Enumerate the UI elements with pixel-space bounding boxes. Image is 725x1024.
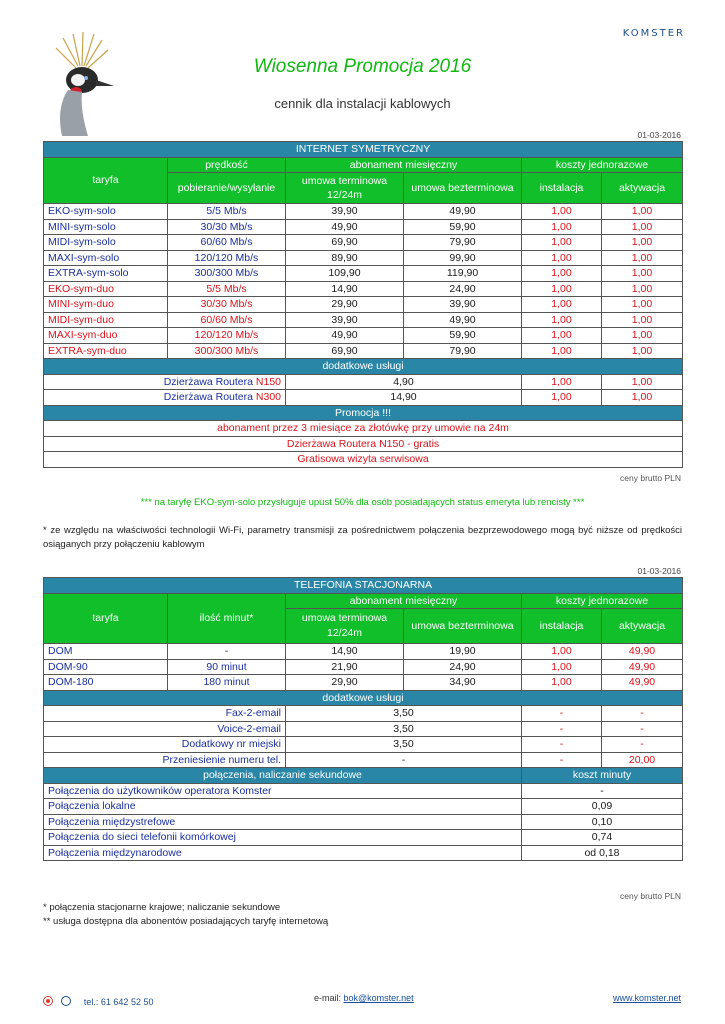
tariff-speed: 300/300 Mb/s — [168, 343, 286, 359]
tariff-minutes: 180 minut — [168, 675, 286, 691]
table-row — [44, 644, 683, 660]
col-bez: umowa bezterminowa — [404, 173, 522, 204]
col-inst: instalacja — [522, 173, 602, 204]
tariff-speed: 120/120 Mb/s — [168, 250, 286, 266]
tariff-name: MIDI-sym-duo — [44, 312, 168, 328]
table-row — [44, 783, 683, 799]
logo-text: KOMSTER — [622, 28, 685, 39]
tariff-term: 39,90 — [286, 312, 404, 328]
table-row — [44, 737, 683, 753]
tariff-akt: 49,90 — [602, 675, 683, 691]
tariff-term: 14,90 — [286, 644, 404, 660]
table-row — [44, 250, 683, 266]
table-row — [44, 390, 683, 406]
table-row — [44, 706, 683, 722]
tariff-speed: 60/60 Mb/s — [168, 235, 286, 251]
tariff-speed: 30/30 Mb/s — [168, 219, 286, 235]
call-cost: 0,09 — [522, 799, 683, 815]
tariff-inst: 1,00 — [522, 328, 602, 344]
tariff-bez: 59,90 — [404, 219, 522, 235]
extra-price: 4,90 — [286, 374, 522, 390]
tariff-name: DOM-180 — [44, 675, 168, 691]
col-akt: aktywacja — [602, 609, 683, 644]
tariff-name: EXTRA-sym-solo — [44, 266, 168, 282]
tariff-speed: 120/120 Mb/s — [168, 328, 286, 344]
table-row — [44, 799, 683, 815]
extra-price: - — [286, 752, 522, 768]
extra-akt: 1,00 — [602, 374, 683, 390]
page-subtitle: cennik dla instalacji kablowych — [274, 96, 451, 111]
tariff-name: EKO-sym-solo — [44, 204, 168, 220]
tariff-akt: 1,00 — [602, 235, 683, 251]
call-label: Połączenia do użytkowników operatora Komster — [44, 783, 522, 799]
tariff-term: 69,90 — [286, 235, 404, 251]
tariff-akt: 1,00 — [602, 312, 683, 328]
extra-price: 3,50 — [286, 706, 522, 722]
email-link[interactable]: bok@komster.net — [343, 993, 414, 1003]
tariff-akt: 1,00 — [602, 343, 683, 359]
col-koszty: koszty jednorazowe — [522, 593, 683, 609]
tariff-speed: 30/30 Mb/s — [168, 297, 286, 313]
col-inst: instalacja — [522, 609, 602, 644]
tariff-term: 89,90 — [286, 250, 404, 266]
extra-price: 14,90 — [286, 390, 522, 406]
table-row — [44, 675, 683, 691]
call-cost: 0,74 — [522, 830, 683, 846]
call-label: Połączenia lokalne — [44, 799, 522, 815]
extra-inst: - — [522, 706, 602, 722]
tariff-inst: 1,00 — [522, 312, 602, 328]
page-title: Wiosenna Promocja 2016 — [253, 56, 472, 77]
internet-table-title: INTERNET SYMETRYCZNY — [44, 142, 683, 158]
footer-www — [613, 993, 681, 1003]
col-term: umowa terminowa 12/24m — [286, 173, 404, 204]
tariff-term: 21,90 — [286, 659, 404, 675]
call-label: Połączenia międzynarodowe — [44, 845, 522, 861]
col-speed: prędkość — [168, 157, 286, 173]
extra-akt: - — [602, 737, 683, 753]
tariff-bez: 59,90 — [404, 328, 522, 344]
tariff-name: EKO-sym-duo — [44, 281, 168, 297]
tariff-inst: 1,00 — [522, 659, 602, 675]
tariff-term: 29,90 — [286, 675, 404, 691]
extra-akt: - — [602, 706, 683, 722]
internet-prices-note: ceny brutto PLN — [620, 473, 681, 483]
tariff-speed: 300/300 Mb/s — [168, 266, 286, 282]
col-speed-sub: pobieranie/wysyłanie — [168, 173, 286, 204]
tariff-akt: 49,90 — [602, 659, 683, 675]
tariff-term: 39,90 — [286, 204, 404, 220]
phone-note-2: ** usługa dostępna dla abonentów posiadających taryfę internetową — [43, 916, 329, 927]
tariff-minutes: 90 minut — [168, 659, 286, 675]
tariff-bez: 24,90 — [404, 281, 522, 297]
table-row — [44, 721, 683, 737]
table-row — [44, 374, 683, 390]
promo-item: Dzierżawa Routera N150 - gratis — [44, 436, 683, 452]
phone-prices-note: ceny brutto PLN — [620, 891, 681, 901]
tariff-bez: 24,90 — [404, 659, 522, 675]
tariff-name: MINI-sym-duo — [44, 297, 168, 313]
extra-inst: - — [522, 737, 602, 753]
footer-email-label: e-mail: — [314, 993, 344, 1003]
tariff-bez: 19,90 — [404, 644, 522, 660]
footer-email — [314, 993, 414, 1003]
extra-label: Przeniesienie numeru tel. — [44, 752, 286, 768]
tariff-bez: 49,90 — [404, 312, 522, 328]
tariff-bez: 79,90 — [404, 343, 522, 359]
col-akt: aktywacja — [602, 173, 683, 204]
col-term: umowa terminowa 12/24m — [286, 609, 404, 644]
table-row — [44, 297, 683, 313]
tariff-name: DOM — [44, 644, 168, 660]
website-link[interactable]: www.komster.net — [612, 993, 681, 1003]
tariff-name: EXTRA-sym-duo — [44, 343, 168, 359]
tariff-akt: 1,00 — [602, 250, 683, 266]
extra-label: Voice-2-email — [44, 721, 286, 737]
extra-label: Dodatkowy nr miejski — [44, 737, 286, 753]
col-bez: umowa bezterminowa — [404, 609, 522, 644]
table-row — [44, 312, 683, 328]
promo-item: Gratisowa wizyta serwisowa — [44, 452, 683, 468]
extra-router-n150 — [44, 374, 286, 390]
table-row — [44, 830, 683, 846]
crowned-crane-image — [38, 28, 118, 138]
extra-router-n300 — [44, 390, 286, 406]
extra-inst: - — [522, 752, 602, 768]
col-taryfa: taryfa — [44, 593, 168, 644]
table-row — [44, 266, 683, 282]
phone-date: 01-03-2016 — [637, 566, 681, 576]
discount-note: *** na taryfę EKO-sym-solo przysługuje upust 50% dla osób posiadających status emeryta lub rencisty *** — [140, 497, 585, 508]
phone-extras-title: dodatkowe usługi — [44, 690, 683, 706]
tariff-akt: 1,00 — [602, 328, 683, 344]
table-row — [44, 752, 683, 768]
calls-cost-title: koszt minuty — [522, 768, 683, 784]
extra-inst: 1,00 — [522, 374, 602, 390]
tariff-inst: 1,00 — [522, 343, 602, 359]
tariff-term: 49,90 — [286, 328, 404, 344]
call-cost: od 0,18 — [522, 845, 683, 861]
table-row — [44, 659, 683, 675]
tariff-inst: 1,00 — [522, 266, 602, 282]
footer-phone — [43, 992, 153, 1010]
col-abonament: abonament miesięczny — [286, 157, 522, 173]
tariff-bez: 34,90 — [404, 675, 522, 691]
tariff-term: 69,90 — [286, 343, 404, 359]
tariff-inst: 1,00 — [522, 644, 602, 660]
tariff-name: MAXI-sym-duo — [44, 328, 168, 344]
table-row — [44, 845, 683, 861]
extra-inst: - — [522, 721, 602, 737]
target-icon — [43, 996, 53, 1006]
extra-price: 3,50 — [286, 737, 522, 753]
tariff-speed: 60/60 Mb/s — [168, 312, 286, 328]
tariff-name: DOM-90 — [44, 659, 168, 675]
col-taryfa: taryfa — [44, 157, 168, 204]
calls-title: połączenia, naliczanie sekundowe — [44, 768, 522, 784]
tariff-bez: 79,90 — [404, 235, 522, 251]
col-minutes: ilość minut* — [168, 593, 286, 644]
tariff-speed: 5/5 Mb/s — [168, 281, 286, 297]
tariff-speed: 5/5 Mb/s — [168, 204, 286, 220]
tariff-term: 29,90 — [286, 297, 404, 313]
tariff-bez: 99,90 — [404, 250, 522, 266]
tariff-name: MAXI-sym-solo — [44, 250, 168, 266]
table-row — [44, 235, 683, 251]
tariff-bez: 119,90 — [404, 266, 522, 282]
tariff-inst: 1,00 — [522, 219, 602, 235]
extra-inst: 1,00 — [522, 390, 602, 406]
extra-akt: 1,00 — [602, 390, 683, 406]
extra-model: N150 — [255, 375, 281, 388]
tariff-bez: 39,90 — [404, 297, 522, 313]
tariff-inst: 1,00 — [522, 297, 602, 313]
phone-price-table — [43, 577, 683, 861]
call-label: Połączenia międzystrefowe — [44, 814, 522, 830]
internet-date: 01-03-2016 — [637, 130, 681, 140]
extra-akt: 20,00 — [602, 752, 683, 768]
tariff-name: MINI-sym-solo — [44, 219, 168, 235]
tariff-term: 14,90 — [286, 281, 404, 297]
call-cost: - — [522, 783, 683, 799]
wifi-note: * ze względu na właściwości technologii Wi-Fi, parametry transmisji za pośrednictwem połączenia bezprzewodowego mogą być niższe od prędkości osiąganych przy połączeniu kablowym — [43, 525, 682, 550]
tariff-inst: 1,00 — [522, 281, 602, 297]
table-row — [44, 343, 683, 359]
promo-title: Promocja !!! — [44, 405, 683, 421]
col-koszty: koszty jednorazowe — [522, 157, 683, 173]
extra-model: N300 — [255, 391, 281, 404]
phone-note-1: * połączenia stacjonarne krajowe; naliczanie sekundowe — [43, 902, 281, 913]
table-row — [44, 328, 683, 344]
internet-extras-title: dodatkowe usługi — [44, 359, 683, 375]
col-abonament: abonament miesięczny — [286, 593, 522, 609]
tariff-bez: 49,90 — [404, 204, 522, 220]
table-row — [44, 204, 683, 220]
tariff-inst: 1,00 — [522, 675, 602, 691]
call-label: Połączenia do sieci telefonii komórkowej — [44, 830, 522, 846]
tariff-term: 49,90 — [286, 219, 404, 235]
tariff-akt: 1,00 — [602, 297, 683, 313]
komster-logo — [623, 28, 685, 39]
table-row — [44, 281, 683, 297]
footer-tel: tel.: 61 642 52 50 — [83, 997, 154, 1007]
call-cost: 0,10 — [522, 814, 683, 830]
tariff-inst: 1,00 — [522, 204, 602, 220]
tariff-akt: 1,00 — [602, 281, 683, 297]
extra-label: Dzierżawa Routera — [163, 391, 256, 404]
tariff-akt: 1,00 — [602, 219, 683, 235]
internet-price-table — [43, 141, 683, 468]
extra-price: 3,50 — [286, 721, 522, 737]
tariff-akt: 1,00 — [602, 266, 683, 282]
extra-label: Fax-2-email — [44, 706, 286, 722]
extra-akt: - — [602, 721, 683, 737]
circle-icon — [61, 996, 71, 1006]
phone-table-title: TELEFONIA STACJONARNA — [44, 578, 683, 594]
tariff-akt: 1,00 — [602, 204, 683, 220]
tariff-minutes: - — [168, 644, 286, 660]
table-row — [44, 219, 683, 235]
tariff-term: 109,90 — [286, 266, 404, 282]
tariff-akt: 49,90 — [602, 644, 683, 660]
tariff-inst: 1,00 — [522, 235, 602, 251]
table-row — [44, 814, 683, 830]
tariff-name: MIDI-sym-solo — [44, 235, 168, 251]
promo-item: abonament przez 3 miesiące za złotówkę przy umowie na 24m — [44, 421, 683, 437]
extra-label: Dzierżawa Routera — [163, 375, 256, 388]
tariff-inst: 1,00 — [522, 250, 602, 266]
